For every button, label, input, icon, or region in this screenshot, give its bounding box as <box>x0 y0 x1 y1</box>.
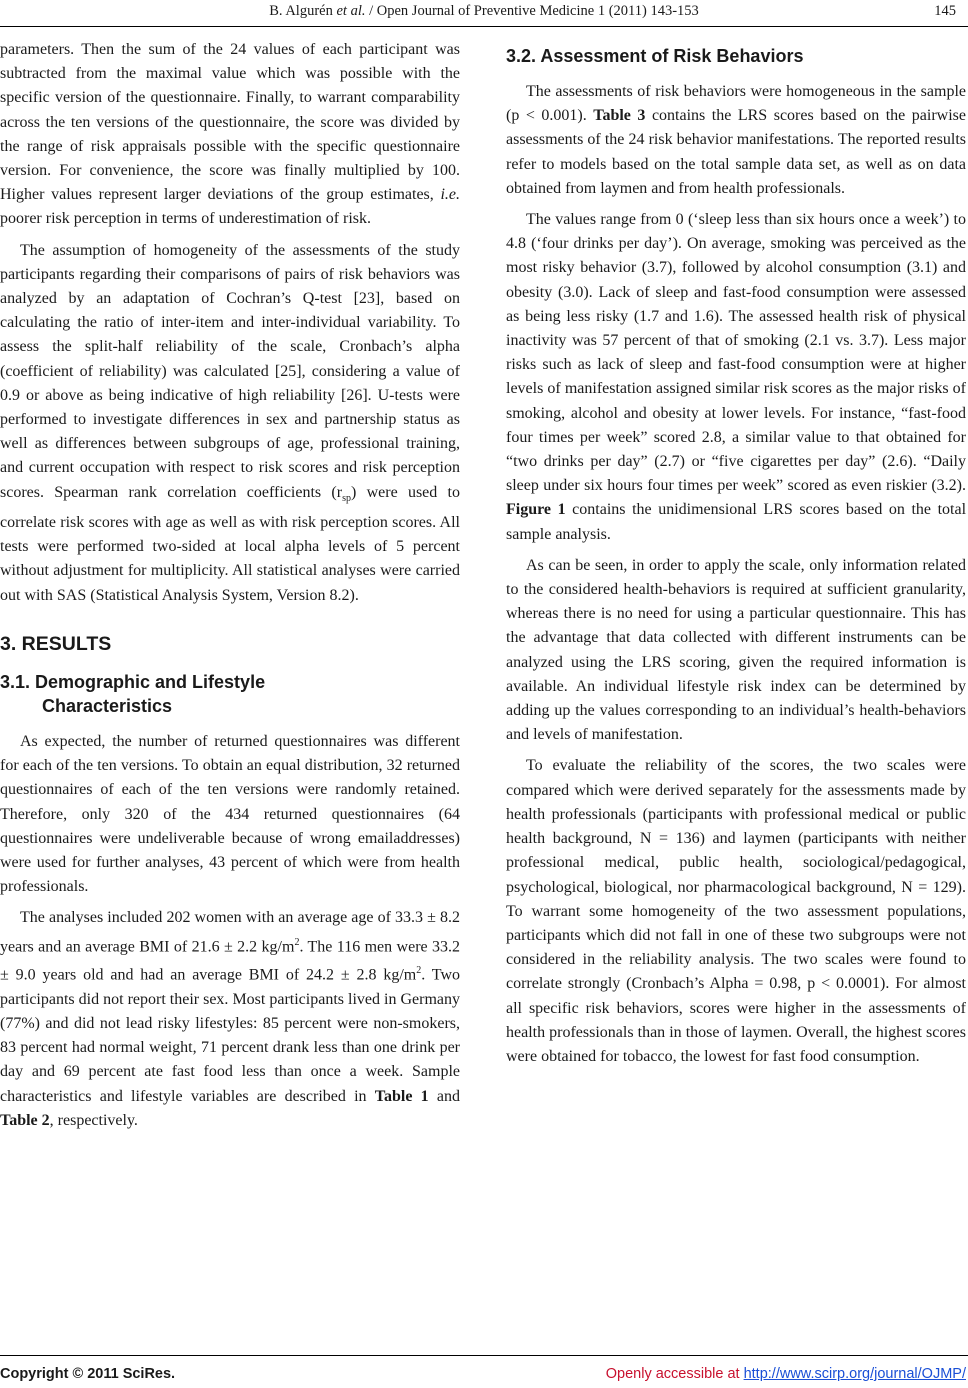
table-1-ref[interactable]: Table 1 <box>374 1087 429 1105</box>
paragraph-methods-score: parameters. Then the sum of the 24 values of each participant was subtracted from the maximal value which was possible with the specific version of the questionnaire. Finally, to warrant comparability across the ten versions of the questionnaire, the score was divided by the range of risk appraisals possible with the specific questionnaire version. For convenience, the score was finally multiplied by 100. Higher values represent larger deviations of the group estimates, i.e. poorer risk perception in terms of underestimation of risk. <box>0 41 460 228</box>
paragraph-questionnaires: As expected, the number of returned questionnaires was different for each of the ten versions. To obtain an equal distribution, 32 returned questionnaires of each of the ten versions were randomly retained. Therefore, only 320 of the 434 returned questionnaires (64 questionnaires were undeliverable because of wrong emailaddresses) were used for further analyses, 43 percent of which were from health professionals. <box>0 733 460 896</box>
paragraph-values: The values range from 0 (‘sleep less than six hours once a week’) to 4.8 (‘four drinks per day’). On average, smoking was perceived as the most risky behavior (3.7), followed by alcohol consumption (3.1) and obesity (3.0). Lack of sleep and fast-food consumption were assessed as being less risky (1.7 and 1.6). The assessed health risk of physical inactivity was 57 percent of that of smoking (2.1 vs. 3.7). Less major risks such as lack of sleep and fast-food consumption were at higher levels of manifestation assigned similar risk scores as the major risks of smoking, alcohol and obesity at lower levels. For instance, “fast-food four times per week” scored 2.8, a similar value to that obtained for “two drinks per day” (2.7) or “five cigarettes per day” (2.6). “Daily sleep under six hours four times per week” scored as even riskier (3.2). Figure 1 contains the unidimensional LRS scores based on the total sample analysis. <box>506 211 967 543</box>
paragraph-reliability: To evaluate the reliability of the scores, the two scales were compared which were derived separately for the assessments made by health professionals (participants with professional medical or public health background, N = 136) and laymen (participants with neither professional medical, public health, sociological/pedagogical, psychological, biological, nor pharmacological background, N = 129). To warrant some homogeneity of the two assessment populations, participants which did not fall in one of these two subgroups were not considered in the reliability analysis. The two scales were found to correlate strongly (Cronbach’s Alpha = 0.98, p < 0.0001). For almost all specific risk behaviors, scores were higher in the assessments of health professionals than in those of laymen. Overall, the highest scores were obtained for tobacco, the lowest for fast food consumption. <box>506 757 966 1065</box>
table-2-ref[interactable]: Table 2 <box>0 1111 50 1129</box>
section-heading-results: 3. RESULTS <box>0 632 112 655</box>
copyright: Copyright © 2011 SciRes. <box>0 1366 176 1382</box>
page-number: 145 <box>934 3 956 19</box>
table-3-ref[interactable]: Table 3 <box>593 107 646 125</box>
paragraph-homogeneity: The assessments of risk behaviors were homogeneous in the sample (p < 0.001). Table 3 contains the LRS scores based on the pairwise assessments of the 24 risk behavior manifestations. The reported results refer to models based on the total sample data set, as well as on data obtained from laymen and from health professionals. <box>506 83 966 197</box>
paragraph-sample: The analyses included 202 women with an average age of 33.3 ± 8.2 years and an average BMI of 21.6 ± 2.2 $kg/m^2$. The 116 men were 33.2 ± 9.0 years old and had an average BMI of 24.2 ± 2.8 $kg/m^2$. Two participants did not report their sex. Most participants lived in Germany (77%) and did not lead risky lifestyles: 85 percent were non-smokers, 83 percent had normal weight, 71 percent drank less than one drink per day and 69 percent ate fast food less than once a week. Sample characteristics and lifestyle variables are described in Table 1 and Table 2, respectively. <box>0 909 461 1129</box>
running-title: B. Algurén et al. / Open Journal of Preventive Medicine 1 (2011) 143-153 <box>269 3 699 19</box>
figure-1-ref[interactable]: Figure 1 <box>506 501 566 519</box>
running-header <box>0 0 968 30</box>
paragraph-methods-statistics: The assumption of homogeneity of the assessments of the study participants regarding their comparisons of pairs of risk behaviors was analyzed by an adaptation of Cochran’s Q-test [23], based on calculating the ratio of inter-item and inter-individual variability. To assess the split-half reliability of the scale, Cronbach’s alpha (coefficient of reliability) was calculated [25], considering a value of 0.9 or above as being indicative of high reliability [26]. U-tests were performed to investigate differences in sex and partnership status as well as differences between subgroups of age, professional training, and current occupation with respect to risk scores and risk perception scores. Spearman rank correlation coefficients $(r_{sp})$ were used to correlate risk scores with age as well as with risk perception scores. All tests were performed two-sided at local alpha levels of 5 percent without adjustment for multiplicity. All statistical analyses were carried out with SAS (Statistical Analysis System, Version 8.2). <box>0 241 461 604</box>
header-rule <box>0 26 968 27</box>
journal-link[interactable]: http://www.scirp.org/journal/OJMP/ <box>743 1366 966 1382</box>
access-note: Openly accessible at http://www.scirp.org/journal/OJMP/ <box>605 1366 966 1382</box>
paragraph-application: As can be seen, in order to apply the scale, only information related to the considered health-behaviors is required at sufficient granularity, whereas there is no need for using a particular questionnaire. This has the advantage that data collected with different instruments can be analyzed using the LRS scoring, given the required information is available. An individual lifestyle risk index can be determined by adding up the values corresponding to an individual’s health-behaviors and levels of manifestation. <box>506 556 966 744</box>
right-column <box>506 38 966 1076</box>
subsection-heading-risk-behaviors: 3.2. Assessment of Risk Behaviors <box>506 46 804 66</box>
subsection-heading-demographics: 3.1. Demographic and Lifestyle Characteristics <box>0 672 266 717</box>
footer-rule <box>0 1355 968 1356</box>
left-column <box>0 38 460 1140</box>
